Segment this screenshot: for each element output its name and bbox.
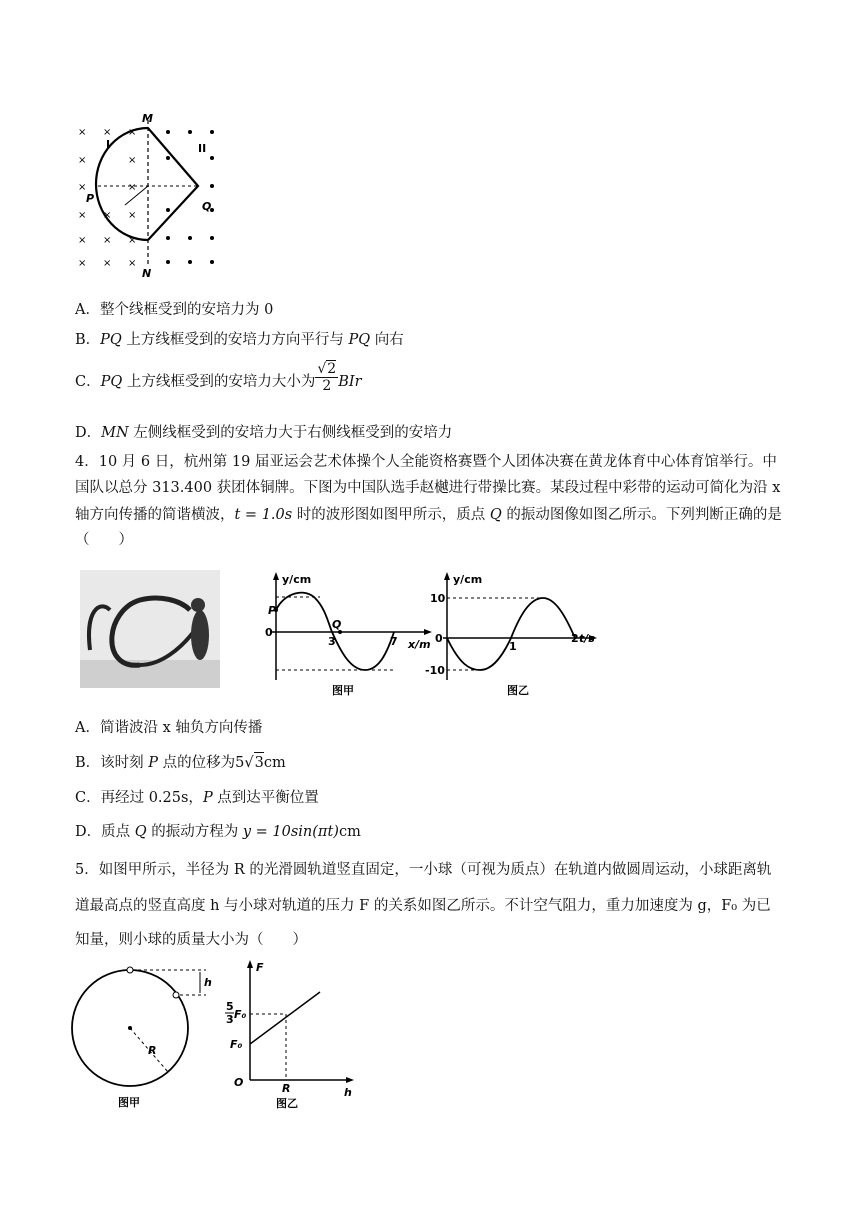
q5-stem-line2: 道最高点的竖直高度 h 与小球对轨道的压力 F 的关系如图乙所示。不计空气阻力，重力加速度为 g，F₀ 为已: [75, 898, 771, 914]
q5-yi-origin: O: [234, 1076, 244, 1089]
q4-stem-line3: 轴方向传播的简谐横波，t = 1.0s 时的波形图如图甲所示，质点 Q 的振动图像如图乙所示。下列判断正确的是: [75, 507, 782, 523]
q3-option-c: C．PQ 上方线框受到的安培力大小为 $\frac{√2}{2}$ BIr: [75, 361, 362, 394]
q4-jia-p: P: [268, 604, 277, 617]
q4-yi-yn10: -10: [425, 664, 445, 677]
q5-circular-track: [68, 960, 218, 1110]
q3-option-a: A．整个线框受到的安培力为 0: [75, 302, 274, 318]
svg-text:×: ×: [78, 258, 87, 269]
q3-option-d: D．MN 左侧线框受到的安培力大于右侧线框受到的安培力: [75, 425, 453, 441]
q4-jia-ylabel: y/cm: [282, 573, 312, 586]
q4-jia-xlabel: x/m: [408, 638, 431, 651]
q5-yi-caption: 图乙: [276, 1097, 298, 1110]
q3-option-b: B．PQ 上方线框受到的安培力方向平行与 PQ 向右: [75, 332, 404, 348]
svg-text:×: ×: [78, 210, 87, 221]
q5-yi-f53-sym: F₀: [234, 1008, 247, 1021]
label-q: Q: [202, 200, 212, 213]
label-p: P: [86, 192, 95, 205]
q4-jia-origin: 0: [265, 626, 273, 639]
q4-yi-ylabel: y/cm: [453, 573, 483, 586]
q4-stem-line2: 国队以总分 313.400 获团体铜牌。下图为中国队选手赵樾进行带操比赛。某段过程中彩带的运动可简化为沿 x: [75, 480, 781, 496]
q5-yi-f53-den: 3: [226, 1013, 234, 1026]
svg-text:×: ×: [103, 258, 112, 269]
q4-stem-line1: 4．10 月 6 日，杭州第 19 届亚运会艺术体操个人全能资格赛暨个人团体决赛在黄龙体育中心体育馆举行。中: [75, 454, 777, 470]
q5-yi-r: R: [282, 1082, 291, 1095]
q4-option-b: B．该时刻 P 点的位移为5√3cm: [75, 752, 286, 773]
q5-jia-h: h: [204, 976, 212, 989]
svg-text:×: ×: [128, 235, 137, 246]
svg-text:×: ×: [103, 210, 112, 221]
q4-yi-t1: 1: [509, 640, 517, 653]
svg-text:×: ×: [78, 182, 87, 193]
q5-yi-f53-num: 5: [226, 1000, 234, 1013]
q4-option-a: A．简谐波沿 x 轴负方向传播: [75, 720, 263, 736]
q5-stem-line1: 5．如图甲所示，半径为 R 的光滑圆轨道竖直固定，一小球（可视为质点）在轨道内做圆周运动，小球距离轨: [75, 862, 772, 878]
label-n: N: [142, 267, 152, 280]
q4-jia-x7: 7: [390, 635, 398, 648]
ribbon-gymnast-photo: [80, 570, 220, 688]
q4-stem-line4: （ ）: [75, 532, 133, 548]
dot-marks: [166, 130, 214, 264]
svg-text:×: ×: [103, 127, 112, 138]
q5-yi-f: F: [256, 961, 264, 974]
q4-jia-x3: 3: [328, 635, 336, 648]
q5-jia-caption: 图甲: [118, 1096, 140, 1109]
svg-text:×: ×: [128, 182, 137, 193]
q4-jia-caption: 图甲: [332, 684, 354, 697]
q4-yi-t2: 2: [571, 632, 579, 645]
svg-text:×: ×: [128, 127, 137, 138]
q4-option-d: D．质点 Q 的振动方程为 y = 10sin(πt)cm: [75, 824, 361, 840]
svg-text:×: ×: [78, 127, 87, 138]
label-region-2: II: [198, 142, 207, 155]
svg-text:×: ×: [78, 235, 87, 246]
q4-vibration-graph: [425, 570, 600, 700]
q5-yi-h: h: [344, 1086, 352, 1099]
svg-text:×: ×: [103, 235, 112, 246]
q4-option-c: C．再经过 0.25s，P 点到达平衡位置: [75, 790, 319, 806]
q4-yi-y10: 10: [430, 592, 446, 605]
q5-jia-r: R: [148, 1044, 157, 1057]
q4-yi-origin: 0: [435, 632, 443, 645]
svg-text:×: ×: [78, 155, 87, 166]
svg-text:×: ×: [128, 155, 137, 166]
label-region-1: I: [106, 138, 111, 151]
q4-yi-xlabel: t/s: [579, 632, 595, 645]
svg-text:×: ×: [128, 210, 137, 221]
svg-text:×: ×: [128, 258, 137, 269]
q5-force-height-graph: [228, 958, 358, 1110]
q5-stem-line3: 知量，则小球的质量大小为（ ）: [75, 932, 307, 948]
q3-field-diagram: [70, 110, 230, 280]
q4-wave-graph: [260, 570, 435, 700]
q5-yi-f0: F₀: [230, 1038, 243, 1051]
q4-yi-caption: 图乙: [507, 684, 529, 697]
q4-jia-q: Q: [332, 618, 342, 631]
label-m: M: [142, 112, 153, 125]
